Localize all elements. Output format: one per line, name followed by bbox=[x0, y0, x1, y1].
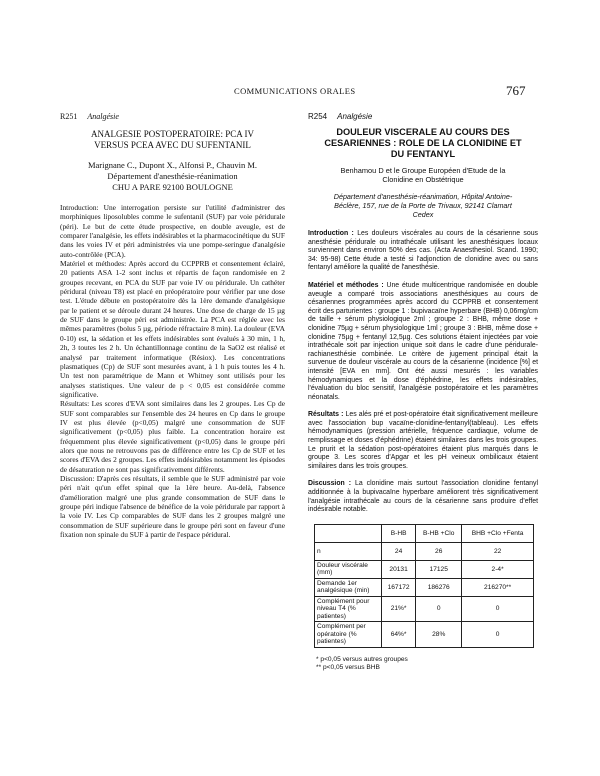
results-table bbox=[314, 524, 534, 648]
title-line: DOULEUR VISCERALE AU COURS DES bbox=[336, 127, 510, 137]
abstract-authors bbox=[60, 160, 285, 193]
affiliation-line: Département d'anesthésie-réanimation, Hôpital Antoine- bbox=[333, 192, 513, 201]
abstract-code-line bbox=[60, 112, 285, 121]
author-line: Marignane C., Dupont X., Alfonsi P., Chauvin M. bbox=[87, 160, 258, 170]
abstract-body bbox=[308, 230, 538, 672]
abstract-r251 bbox=[60, 112, 285, 539]
abstract-category: Analgésie bbox=[337, 112, 373, 121]
footnote: ** p<0,05 versus BHB bbox=[316, 663, 380, 671]
table-cell: 17125 bbox=[416, 560, 462, 578]
table-cell: 21%* bbox=[382, 596, 416, 622]
footnote: * p<0,05 versus autres groupes bbox=[316, 655, 408, 663]
abstract-category: Analgésie bbox=[87, 112, 119, 121]
table-row bbox=[315, 622, 534, 648]
table-cell: n bbox=[315, 542, 382, 560]
abstract-body bbox=[60, 203, 285, 539]
table-row bbox=[315, 596, 534, 622]
discussion-paragraph bbox=[308, 480, 538, 514]
table-cell: 20131 bbox=[382, 560, 416, 578]
section-text: Les douleurs viscérales au cours de la césarienne sous anesthésie péridurale ou intrathécale utilisant les anesthésiques locaux surviennent dans environ 50% des cas. (Acta Anaesthesiol. Scand. 1990; 34: 95-98) Cette étude a testé si l'adjonction de clonidine avec ou sans fentanyl améliore la qualité de l'anesthésie. bbox=[308, 230, 538, 272]
discussion-paragraph: Discussion: D'après ces résultats, il semble que le SUF administré par voie péri n'ait qu'un effet spinal que la 1ère heure. Au-delà, l'absence d'amélioration malgré une plus grande consommation de SUF dans le groupe péri indique l'absence de bénéfice de la voie péridurale par rapport à la voie IV. Les Cp comparables de SUF dans les 2 groupes malgré une consommation de SUF supérieure dans le groupe péri sont en faveur d'une fixation non spinale du SUF à partir de l'espace péridural. bbox=[60, 473, 285, 540]
methods-paragraph bbox=[308, 282, 538, 402]
table-header-cell: B-HB +Clo bbox=[416, 524, 462, 542]
table-cell: Complément per opératoire (% patientes) bbox=[315, 622, 382, 648]
title-line: DU FENTANYL bbox=[390, 149, 456, 159]
author-line: Benhamou D et le Groupe Européen d'Etude de la bbox=[340, 166, 506, 175]
table-cell: Demande 1er analgésique (min) bbox=[315, 578, 382, 596]
affiliation-line: Cedex bbox=[412, 210, 434, 219]
affiliation-line: Béclère, 157, rue de la Porte de Trivaux, 92141 Clamart bbox=[334, 201, 512, 210]
introduction-paragraph: Introduction: Une interrogation persiste sur l'utilité d'administrer des morphiniques liposolubles comme le sufentanil (SUF) par voie péridurale (péri). Le but de cette étude prospective, en double aveugle, est de comparer l'analgésie, les effets indésirables et la pharmacocinétique du SUF dans les voies IV et péri administrées via une pompe-seringue d'analgésie auto-contrôlée (PCA). bbox=[60, 203, 285, 259]
section-label: Discussion : bbox=[308, 480, 352, 488]
table-cell: 26 bbox=[416, 542, 462, 560]
table-cell: 2-4* bbox=[462, 560, 534, 578]
section-title: COMMUNICATIONS ORALES bbox=[234, 86, 356, 96]
methods-paragraph: Matériel et méthodes: Après accord du CCPPRB et consentement éclairé, 20 patients ASA 1-2 sont inclus et répartis de façon randomisée en 2 groupes recevant, en PCA du SUF par voie IV ou péridurale. Un cathéter péridural (niveau T8) est placé en préopératoire pour vérifier par une dose test. L'étude débute en postopératoire dès la 1ère demande d'analgésique par le patient et se déroule durant 24 heures. Une dose de charge de 15 µg de SUF dans le groupe péri est administrée. La PCA est réglée avec les mêmes paramètres (bolus 5 µg, période réfractaire 8 min). La douleur (EVA 0-10) est, la sédation et les effets indésirables sont évalués à 30 min, 1 h, 2h, 3 toutes les 2 h. Un échantillonnage continu de la SaO2 est réalisé et analysé par traitement informatique (Résiox). Les concentrations plasmatiques (Cp) de SUF sont mesurées avant, à 1 h puis toutes les 4 h. Un test non paramétrique de Mann et Whitney sont utilisés pour les analyses statistiques. Une valeur de p < 0,05 est considérée comme significative. bbox=[60, 259, 285, 399]
author-line: Clonidine en Obstétrique bbox=[382, 175, 464, 184]
affiliation-line: Département d'anesthésie-réanimation bbox=[107, 171, 238, 181]
abstract-code-line bbox=[308, 112, 538, 121]
abstract-authors bbox=[308, 166, 538, 184]
section-text: Une étude multicentrique randomisée en double aveugle a comparé trois associations anesthésiques au cours de césariennes programmées après accord du CCPPRB et consentement écrit des parturientes : groupe 1 : bupivacaïne hyperbare (BHB) 0,06mg/cm de taille + sérum physiologique 2ml ; groupe 2 : BHB, même dose + clonidine 75µg + sérum physiologique 1ml ; groupe 3 : BHB, même dose + clonidine 75µg + fentanyl 12,5µg. Ces solutions étaient injectées par voie intrathécale soit par injection unique soit dans le cadre d'une péridurale-rachianesthésie combinée. Le critère de jugement principal était la survenue de douleur viscérale au cours de la césarienne (incidence [%] et intensité [EVA en mm]. Ont été aussi mesurés : les variables hémodynamiques et la dose d'éphédrine, les effets indésirables, l'évaluation du bloc sensitif, l'analgésie postopératoire et les paramètres néonatals. bbox=[308, 281, 538, 401]
results-paragraph bbox=[308, 411, 538, 471]
table-cell: 0 bbox=[462, 596, 534, 622]
page-header bbox=[0, 83, 600, 100]
table-cell: 167172 bbox=[382, 578, 416, 596]
abstract-title bbox=[60, 129, 285, 151]
table-header-cell bbox=[315, 524, 382, 542]
affiliation-line: CHU A PARE 92100 BOULOGNE bbox=[112, 182, 233, 192]
results-paragraph: Résultats: Les scores d'EVA sont similaires dans les 2 groupes. Les Cp de SUF sont comparables sur l'ensemble des 24 heures en Cp dans le groupe IV est plus élevée (p<0,05) malgré une consommation de SUF significativement (p<0,05) plus faible. La concentration horaire est fréquemment plus élevée significativement (p<0,05) dans le groupe péri alors que nous ne retrouvons pas de différence entre les Cp de SUF et les scores d'EVA des 2 groupes. Les effets indésirables notamment les épisodes de désaturation ne sont pas significativement différents. bbox=[60, 399, 285, 474]
table-cell: 24 bbox=[382, 542, 416, 560]
table-row bbox=[315, 560, 534, 578]
abstract-title bbox=[308, 127, 538, 160]
section-text: Les alés pré et post-opératoire était significativement meilleure avec l'association bup vacaïne-clonidine-fentanyl(tableau). Les effets hémodynamiques (pression artérielle, fréquence cardiaque, volume de remplissage et doses d'éphédrine) étaient similaires dans les trois groupes. Le prurit et la sédation post-opératoires étaient plus marqués dans le groupe 3. Les scores d'Apgar et les pH veineux ombilicaux étaient similaires dans les trois groupes. bbox=[308, 411, 538, 470]
table-header-cell: B-HB bbox=[382, 524, 416, 542]
introduction-paragraph bbox=[308, 230, 538, 273]
table-header-row bbox=[315, 524, 534, 542]
table-cell: 64%* bbox=[382, 622, 416, 648]
table-cell: Douleur viscérale (mm) bbox=[315, 560, 382, 578]
table-cell: 186276 bbox=[416, 578, 462, 596]
table-header-cell: BHB +Clo +Fenta bbox=[462, 524, 534, 542]
table-cell: Complément pour niveau T4 (% patientes) bbox=[315, 596, 382, 622]
title-line: CESARIENNES : ROLE DE LA CLONIDINE ET bbox=[324, 138, 522, 148]
section-label: Introduction : bbox=[308, 230, 354, 237]
abstract-r254 bbox=[308, 112, 538, 672]
table-cell: 22 bbox=[462, 542, 534, 560]
table-cell: 216270** bbox=[462, 578, 534, 596]
title-line: ANALGESIE POSTOPERATOIRE: PCA IV bbox=[91, 129, 254, 139]
table-row bbox=[315, 578, 534, 596]
title-line: VERSUS PCEA AVEC DU SUFENTANIL bbox=[94, 140, 251, 150]
page-number: 767 bbox=[506, 83, 526, 98]
table-cell: 28% bbox=[416, 622, 462, 648]
table-cell: 0 bbox=[416, 596, 462, 622]
abstract-affiliation bbox=[308, 192, 538, 219]
section-label: Résultats : bbox=[308, 411, 344, 419]
section-text: La clonidine mais surtout l'association clonidine fentanyl additionnée à la bupivacaïne hyperbare améliorent très significativement l'analgésie intrathécale au cours de la césarienne sans produire d'effet indésirable notable. bbox=[308, 480, 538, 514]
table-row bbox=[315, 542, 534, 560]
table-cell: 0 bbox=[462, 622, 534, 648]
abstract-code: R254 bbox=[308, 112, 328, 121]
table-footnotes bbox=[316, 656, 538, 672]
abstract-code: R251 bbox=[60, 112, 78, 121]
section-label: Matériel et méthodes : bbox=[308, 281, 384, 289]
